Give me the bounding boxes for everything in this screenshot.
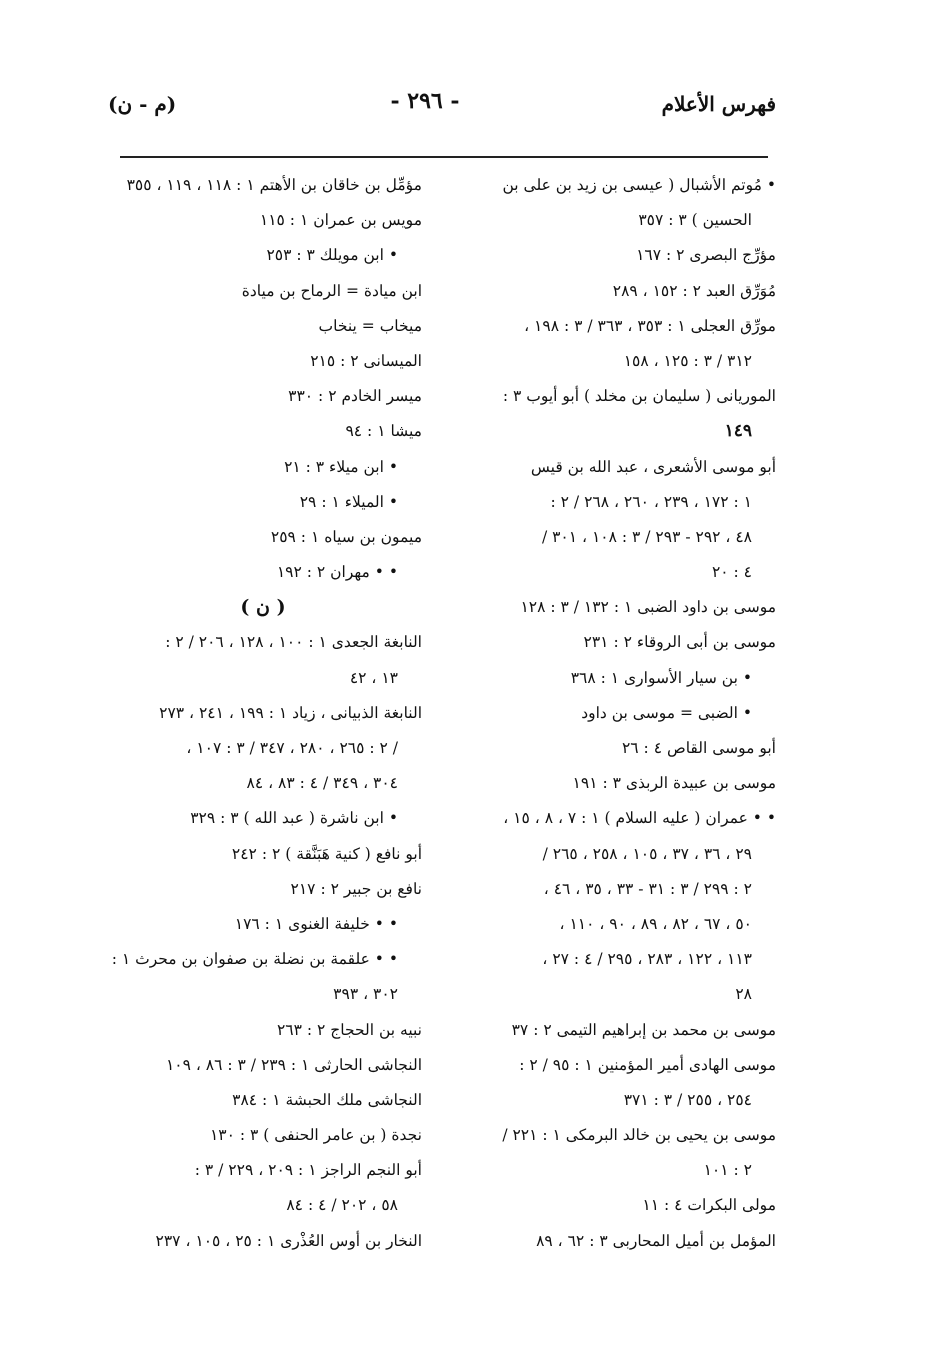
page-number: - ٢٩٦ - xyxy=(390,88,460,114)
index-line: النابغة الذبيانى ، زياد ١ : ١٩٩ ، ٢٤١ ، ٢٧٣ xyxy=(159,703,422,722)
index-line: ميسر الخادم ٢ : ٣٣٠ xyxy=(288,387,422,406)
left-column xyxy=(104,168,422,1259)
index-line: مؤرِّج البصرى ٢ : ١٦٧ xyxy=(636,246,776,265)
index-line: النخار بن أوس العُذْرى ١ : ٢٥ ، ١٠٥ ، ٢٣٧ xyxy=(155,1231,422,1250)
index-line: ٣١٢ / ٣ : ١٢٥ ، ١٥٨ xyxy=(623,351,752,370)
index-line: نبيه بن الحجاج ٢ : ٢٦٣ xyxy=(276,1020,422,1039)
index-line: ميخاب = ينخاب xyxy=(318,316,422,335)
index-line: • • خليفة الغنوى ١ : ١٧٦ xyxy=(234,914,398,933)
index-line: • بن سيار الأسوارى ١ : ٣٦٨ xyxy=(570,668,752,687)
index-line: ٥٠ ، ٦٧ ، ٨٢ ، ٨٩ ، ٩٠ ، ١١٠ ، xyxy=(559,914,752,933)
index-line: مولى البكرات ٤ : ١١ xyxy=(642,1196,776,1215)
index-line: • الضبى = موسى بن داود xyxy=(581,703,752,722)
index-line: النابغة الجعدى ١ : ١٠٠ ، ١٢٨ ، ٢٠٦ / ٢ : xyxy=(165,633,422,652)
index-line: موسى بن يحيى بن خالد البرمكى ١ : ٢٢١ / xyxy=(502,1126,776,1145)
index-line: / ٢ : ٢٦٥ ، ٢٨٠ ، ٣٤٧ / ٣ : ١٠٧ ، xyxy=(186,739,398,757)
index-line: ميشا ١ : ٩٤ xyxy=(345,422,422,441)
index-line: • ابن مويلك ٣ : ٢٥٣ xyxy=(266,246,398,265)
index-line: أبو موسى القاص ٤ : ٢٦ xyxy=(621,739,776,757)
index-line: مويس بن عمران ١ : ١١٥ xyxy=(259,211,422,230)
index-line: ١٤٩ xyxy=(724,421,752,442)
index-line: ٤ : ٢٠ xyxy=(711,563,752,582)
index-line: موسى بن محمد بن إبراهيم التيمى ٢ : ٣٧ xyxy=(511,1020,776,1039)
index-line: المؤمل بن أميل المحاربى ٣ : ٦٢ ، ٨٩ xyxy=(536,1231,776,1250)
index-line: نافع بن جبير ٢ : ٢١٧ xyxy=(290,879,422,898)
index-line: نجدة ( بن عامر الحنفى ) ٣ : ١٣٠ xyxy=(209,1126,422,1145)
index-line: ٢٩ ، ٣٦ ، ٣٧ ، ١٠٥ ، ٢٥٨ ، ٢٦٥ / xyxy=(542,844,752,863)
index-line: ١ : ١٧٢ ، ٢٣٩ ، ٢٦٠ ، ٢٦٨ / ٢ : xyxy=(550,492,752,511)
index-line: ٢٨ xyxy=(735,985,752,1004)
index-line: ١١٣ ، ١٢٢ ، ٢٨٣ ، ٢٩٥ / ٤ : ٢٧ ، xyxy=(542,950,752,969)
index-line: الميسانى ٢ : ٢١٥ xyxy=(310,351,422,370)
index-line: ٤٨ ، ٢٩٢ - ٢٩٣ / ٣ : ١٠٨ ، ٣٠١ / xyxy=(541,527,752,546)
index-line: مؤمِّل بن خاقان بن الأهتم ١ : ١١٨ ، ١١٩ ، ٣٥٥ xyxy=(126,176,422,194)
index-line: الحسين ) ٣ : ٣٥٧ xyxy=(638,211,752,230)
index-line: أبو النجم الراجز ١ : ٢٠٩ ، ٢٢٩ / ٣ : xyxy=(194,1161,422,1180)
header-rule xyxy=(120,156,768,158)
index-line: • الميلاء ١ : ٢٩ xyxy=(299,492,398,511)
letter-range: (م - ن) xyxy=(108,92,177,116)
index-line: ميمون بن سياه ١ : ٢٥٩ xyxy=(270,527,422,546)
index-line: ٣٠٤ ، ٣٤٩ / ٤ : ٨٣ ، ٨٤ xyxy=(246,774,398,793)
index-line: مورِّق العجلى ١ : ٣٥٣ ، ٣٦٣ / ٣ : ١٩٨ ، xyxy=(524,316,776,335)
index-line: ٣٠٢ ، ٣٩٣ xyxy=(333,985,398,1004)
index-line: • • مهران ٢ : ١٩٢ xyxy=(276,563,398,582)
index-line: مُوَرِّق العبد ٢ : ١٥٢ ، ٢٨٩ xyxy=(612,281,776,300)
index-line: • • عمران ( عليه السلام ) ١ : ٧ ، ٨ ، ١٥ ، xyxy=(503,809,776,828)
index-line: ١٣ ، ٤٢ xyxy=(349,668,398,687)
section-heading: ( ن ) xyxy=(240,596,286,619)
index-line: أبو نافع ( كنية هَبَنَّقة ) ٢ : ٢٤٢ xyxy=(231,844,422,863)
index-line: ٢ : ١٠١ xyxy=(703,1161,752,1180)
index-line: ابن ميادة = الرماح بن ميادة xyxy=(241,281,422,300)
index-line: النجاشى الحارثى ١ : ٢٣٩ / ٣ : ٨٦ ، ١٠٩ xyxy=(165,1055,422,1074)
index-title: فهرس الأعلام xyxy=(661,92,776,116)
index-line: ٥٨ ، ٢٠٢ / ٤ : ٨٤ xyxy=(286,1196,398,1215)
index-line: موسى الهادى أمير المؤمنين ١ : ٩٥ / ٢ : xyxy=(519,1055,776,1074)
index-line: ٢ : ٢٩٩ / ٣ : ٣١ - ٣٣ ، ٣٥ ، ٤٦ ، xyxy=(543,879,752,898)
index-line: أبو موسى الأشعرى ، عبد الله بن قيس xyxy=(530,457,776,476)
index-line: • مُوتم الأشبال ( عيسى بن زيد بن على بن xyxy=(502,176,776,194)
index-line: ٢٥٤ ، ٢٥٥ / ٣ : ٣٧١ xyxy=(623,1090,752,1109)
index-line: • • علقمة بن نضلة بن صفوان بن محرث ١ : xyxy=(111,950,398,969)
index-line: موسى بن أبى الروقاء ٢ : ٢٣١ xyxy=(583,633,776,652)
right-column xyxy=(462,168,776,1259)
index-line: الموريانى ( سليمان بن مخلد ) أبو أيوب ٣ : xyxy=(502,387,776,406)
index-line: موسى بن داود الضبى ١ : ١٣٢ / ٣ : ١٢٨ xyxy=(520,598,776,617)
index-line: • ابن ميلاء ٣ : ٢١ xyxy=(284,457,398,476)
index-line: • ابن ناشرة ( عبد الله ) ٣ : ٣٢٩ xyxy=(190,809,398,828)
index-line: النجاشى ملك الحبشة ١ : ٣٨٤ xyxy=(232,1090,422,1109)
index-line: موسى بن عبيدة الربذى ٣ : ١٩١ xyxy=(572,774,776,793)
